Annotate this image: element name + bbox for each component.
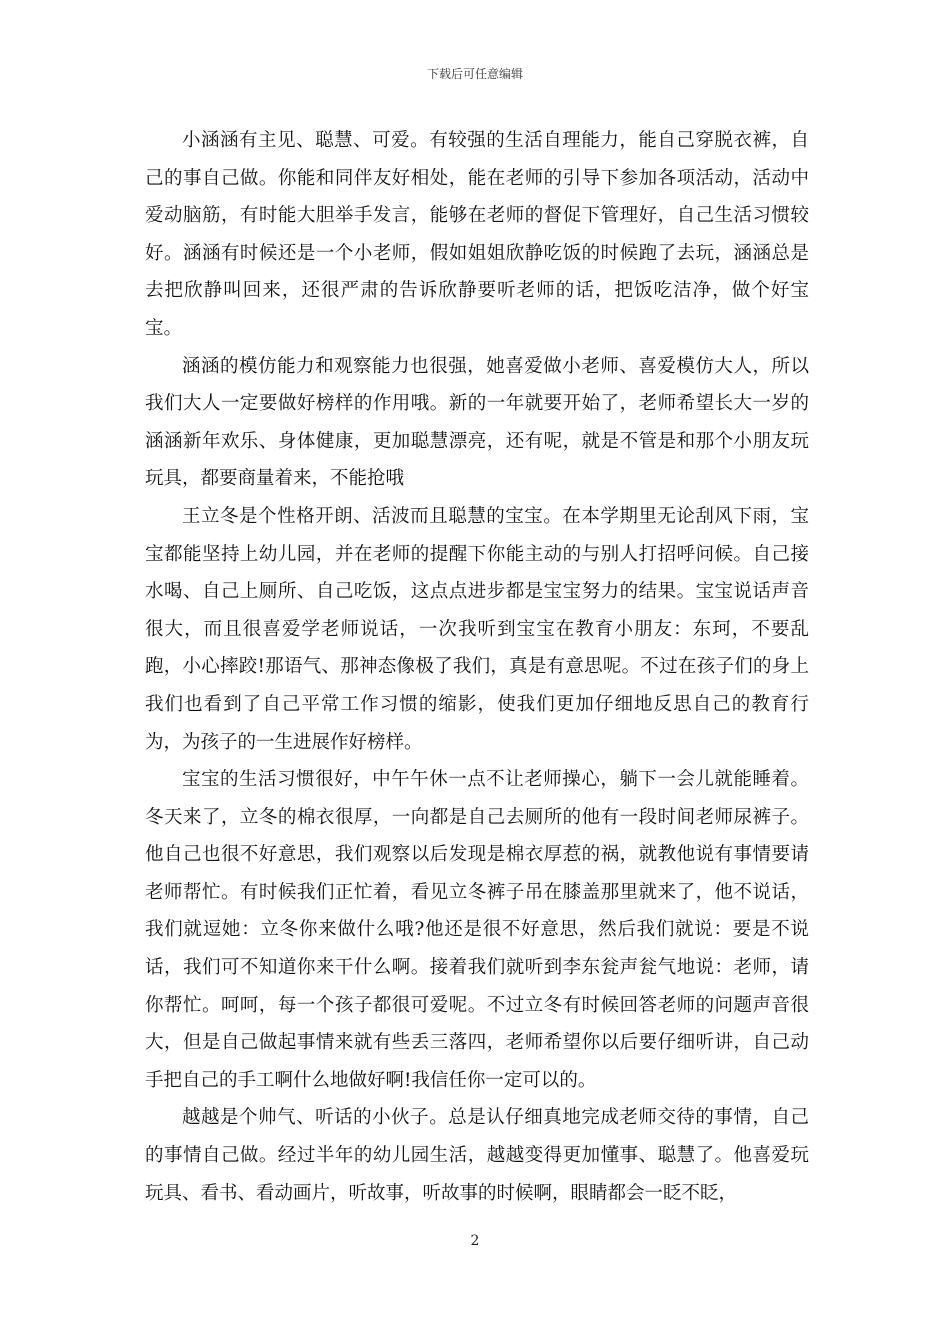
paragraph-5: 越越是个帅气、听话的小伙子。总是认仔细真地完成老师交待的事情，自己的事情自己做。经过半年的幼儿园生活，越越变得更加懂事、聪慧了。他喜爱玩玩具、看书、看动画片，听故事，听故事的时候啊，眼睛都会一眨不眨，: [145, 1107, 809, 1204]
paragraph-4: 宝宝的生活习惯很好，中午午休一点不让老师操心，躺下一会儿就能睡着。冬天来了，立冬的棉衣很厚，一向都是自己去厕所的他有一段时间老师尿裤子。他自己也很不好意思，我们观察以后发现是棉衣厚惹的祸，就教他说有事情要请老师帮忙。有时候我们正忙着，看见立冬裤子吊在膝盖那里就来了，他不说话，我们就逗她：立冬你来做什么哦?他还是很不好意思，然后我们就说：要是不说话，我们可不知道你来干什么啊。接着我们就听到李东瓮声瓮气地说：老师，请你帮忙。呵呵，每一个孩子都很可爱呢。不过立冬有时候回答老师的问题声音很大，但是自己做起事情来就有些丢三落四，老师希望你以后要仔细听讲，自己动手把自己的手工啊什么地做好啊!我信任你一定可以的。: [145, 769, 809, 1091]
document-body: [145, 122, 809, 1212]
page-header: 下载后可任意编辑: [426, 67, 523, 81]
page-number: 2: [470, 1233, 480, 1249]
paragraph-2: 涵涵的模仿能力和观察能力也很强，她喜爱做小老师、喜爱模仿大人，所以我们大人一定要做好榜样的作用哦。新的一年就要开始了，老师希望长大一岁的涵涵新年欢乐、身体健康，更加聪慧漂亮，还有呢，就是不管是和那个小朋友玩玩具，都要商量着来，不能抢哦: [145, 355, 809, 490]
paragraph-3: 王立冬是个性格开朗、活波而且聪慧的宝宝。在本学期里无论刮风下雨，宝宝都能坚持上幼儿园，并在老师的提醒下你能主动的与别人打招呼问候。自己接水喝、自己上厕所、自己吃饭，这点点进步都是宝宝努力的结果。宝宝说话声音很大，而且很喜爱学老师说话，一次我听到宝宝在教育小朋友：东珂，不要乱跑，小心摔跤!那语气、那神态像极了我们，真是有意思呢。不过在孩子们的身上我们也看到了自己平常工作习惯的缩影，使我们更加仔细地反思自己的教育行为，为孩子的一生进展作好榜样。: [145, 505, 809, 753]
paragraph-1: 小涵涵有主见、聪慧、可爱。有较强的生活自理能力，能自己穿脱衣裤，自己的事自己做。你能和同伴友好相处，能在老师的引导下参加各项活动，活动中爱动脑筋，有时能大胆举手发言，能够在老师的督促下管理好，自己生活习惯较好。涵涵有时候还是一个小老师，假如姐姐欣静吃饭的时候跑了去玩，涵涵总是去把欣静叫回来，还很严肃的告诉欣静要听老师的话，把饭吃洁净，做个好宝宝。: [145, 130, 809, 339]
